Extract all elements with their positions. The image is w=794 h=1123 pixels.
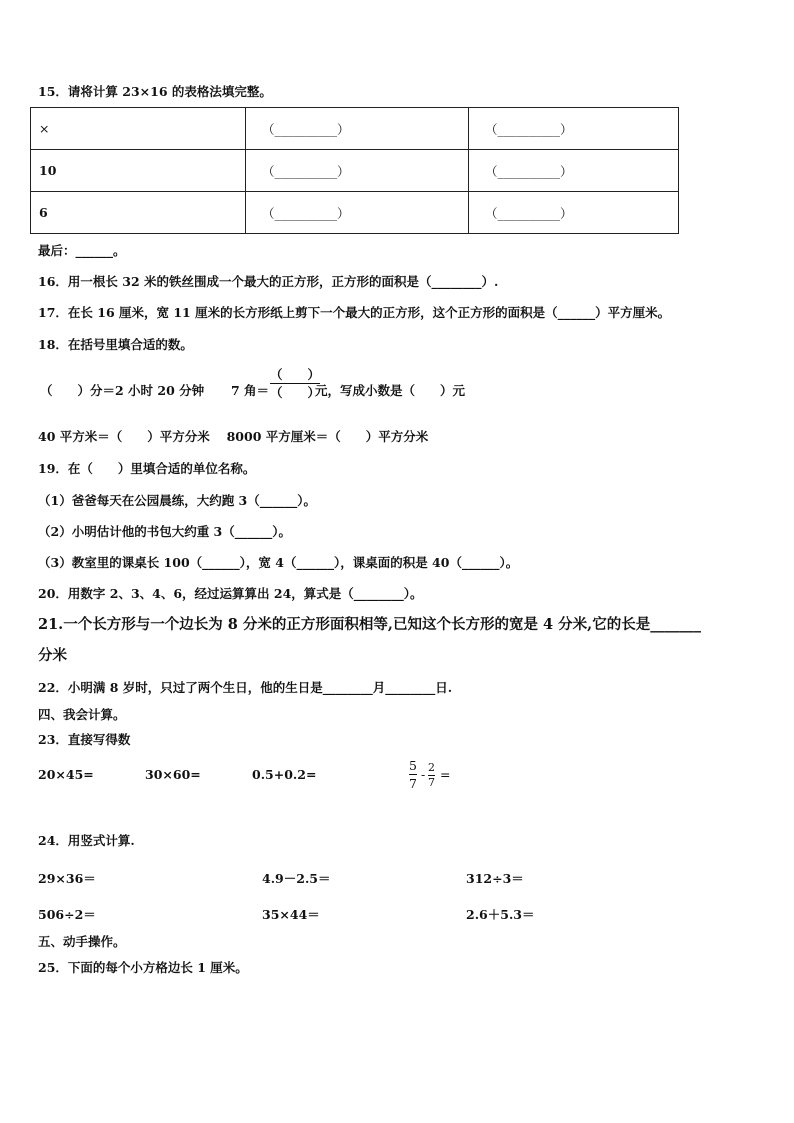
- q19-item: （2）小明估计他的书包大约重 3（______）。: [38, 524, 291, 539]
- fraction-denominator: 7: [409, 776, 417, 791]
- fraction-denominator: 7: [428, 776, 435, 789]
- table-cell-factor: 10: [31, 150, 246, 192]
- q24-item: 35×44＝: [262, 907, 320, 922]
- q23-title: 23．直接写得数: [38, 732, 131, 747]
- q15-prompt: 15．请将计算 23×16 的表格法填完整。: [38, 84, 272, 99]
- q18-fraction: [270, 367, 320, 400]
- q24-item: 29×36＝: [38, 871, 96, 886]
- q24-item: 312÷3＝: [466, 871, 524, 886]
- fraction-numerator: 5: [409, 758, 417, 773]
- q23-equals: =: [440, 767, 451, 782]
- q25: 25．下面的每个小方格边长 1 厘米。: [38, 960, 248, 975]
- multiplication-table: [30, 107, 679, 234]
- q23-item: 20×45=: [38, 767, 94, 782]
- q18-a: （ ）分＝2 小时 20 分钟: [40, 383, 205, 398]
- q23-fraction-2: [428, 762, 435, 789]
- table-row: [31, 150, 679, 192]
- table-blank[interactable]: （__________）: [246, 108, 469, 150]
- q24-item: 506÷2＝: [38, 907, 96, 922]
- table-row: [31, 192, 679, 234]
- section-4-heading: 四、我会计算。: [38, 707, 126, 722]
- fraction-bar: [270, 383, 320, 384]
- q16: 16．用一根长 32 米的铁丝围成一个最大的正方形，正方形的面积是（________）.: [38, 274, 499, 289]
- table-blank[interactable]: （__________）: [469, 150, 679, 192]
- q23-item: 0.5+0.2=: [252, 767, 317, 782]
- q18-title: 18．在括号里填合适的数。: [38, 337, 193, 352]
- fraction-numerator: 2: [428, 761, 435, 774]
- q23-fraction-1: [409, 758, 417, 791]
- fraction-denominator[interactable]: （ ）: [270, 385, 321, 400]
- q20: 20．用数字 2、3、4、6，经过运算算出 24，算式是（________）。: [38, 586, 423, 601]
- q19-item: （1）爸爸每天在公园晨练，大约跑 3（______）。: [38, 493, 316, 508]
- table-blank[interactable]: （__________）: [246, 150, 469, 192]
- fraction-bar: [409, 774, 417, 775]
- q24-title: 24．用竖式计算.: [38, 833, 135, 848]
- table-cell-factor: 6: [31, 192, 246, 234]
- table-blank[interactable]: （__________）: [246, 192, 469, 234]
- q19-title: 19．在（ ）里填合适的单位名称。: [38, 461, 256, 476]
- q23-item: 30×60=: [145, 767, 201, 782]
- q17: 17．在长 16 厘米，宽 11 厘米的长方形纸上剪下一个最大的正方形，这个正方形的面积是（______）平方厘米。: [38, 305, 671, 320]
- table-cell-header: ×: [31, 108, 246, 150]
- q24-item: 4.9－2.5＝: [262, 871, 331, 886]
- q24-item: 2.6＋5.3＝: [466, 907, 535, 922]
- q18-c: 40 平方米＝（ ）平方分米 8000 平方厘米＝（ ）平方分米: [38, 429, 429, 444]
- q15-final: 最后：______。: [38, 243, 126, 258]
- fraction-numerator[interactable]: （ ）: [270, 367, 321, 382]
- q19-item: （3）教室里的课桌长 100（______），宽 4（______），课桌面的积是 40（______）。: [38, 555, 519, 570]
- table-blank[interactable]: （__________）: [469, 192, 679, 234]
- q18-b-suffix: 元，写成小数是（ ）元: [315, 383, 466, 398]
- q22: 22．小明满 8 岁时，只过了两个生日，他的生日是________月________日.: [38, 680, 453, 695]
- section-5-heading: 五、动手操作。: [38, 934, 126, 949]
- q23-minus: -: [421, 767, 426, 782]
- q21-line2: 分米: [38, 647, 67, 664]
- table-blank[interactable]: （__________）: [469, 108, 679, 150]
- table-row: [31, 108, 679, 150]
- q18-b-prefix: 7 角＝: [231, 383, 270, 398]
- q21-line1: 21.一个长方形与一个边长为 8 分米的正方形面积相等,已知这个长方形的宽是 4 分米,它的长是_______: [38, 616, 701, 633]
